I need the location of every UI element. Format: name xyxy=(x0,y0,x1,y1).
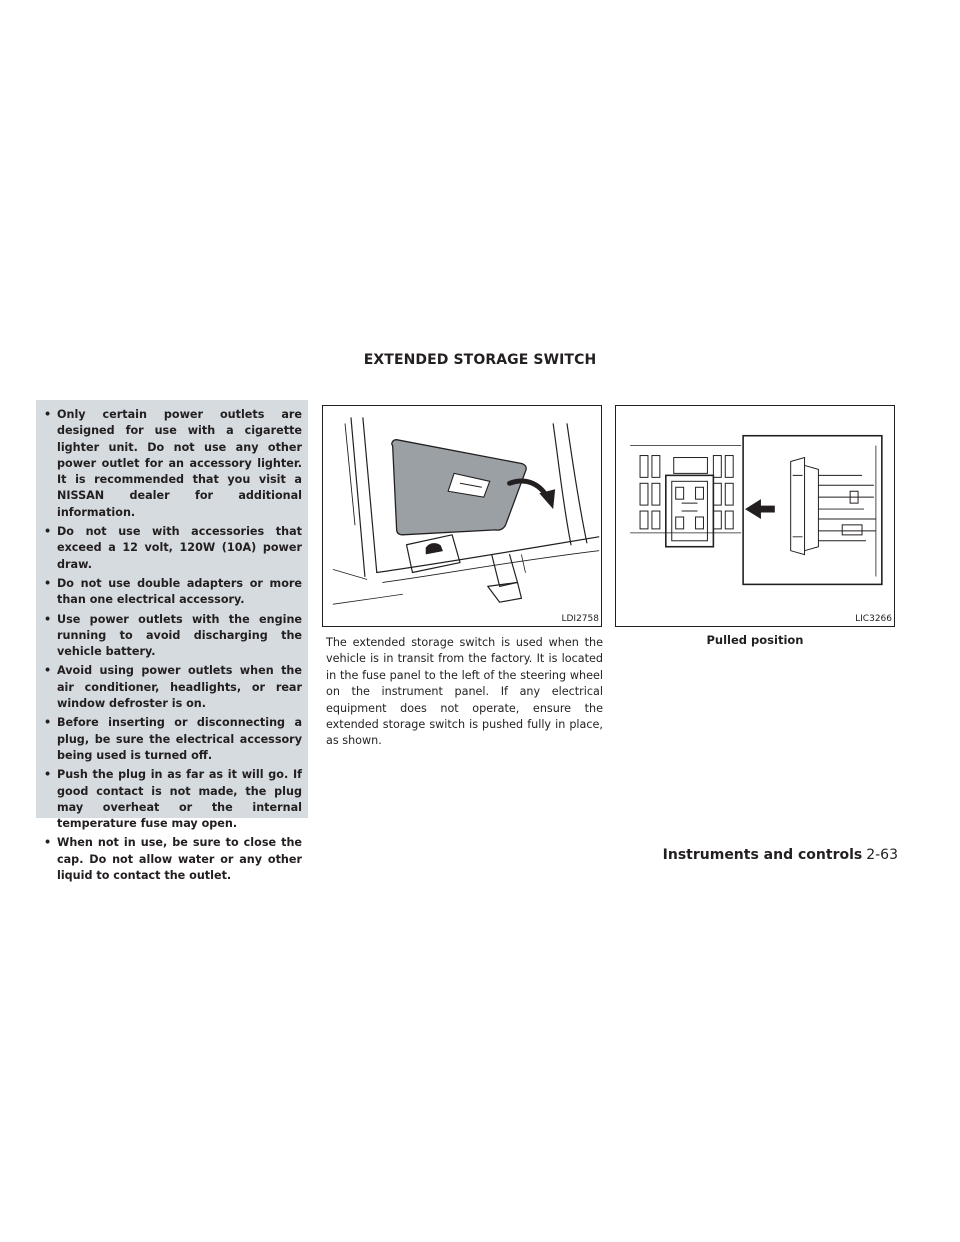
figure-caption: Pulled position xyxy=(706,633,804,647)
bullet-icon: • xyxy=(44,716,52,730)
caution-item: • When not in use, be sure to close the cap. Do not allow water or any other liquid to contact the outlet. xyxy=(44,836,302,883)
caution-item: • Do not use with accessories that exceed a 12 volt, 120W (10A) power draw. xyxy=(44,525,302,571)
page-footer xyxy=(663,847,898,863)
bullet-icon: • xyxy=(44,768,52,782)
caution-item: • Push the plug in as far as it will go. If good contact is not made, the plug may overheat or the internal temperature fuse may open. xyxy=(44,768,302,831)
figure-code: LIC3266 xyxy=(855,614,892,624)
caution-item: • Avoid using power outlets when the air conditioner, headlights, or rear window defroster is on. xyxy=(44,664,302,711)
bullet-icon: • xyxy=(44,525,52,539)
bullet-icon: • xyxy=(44,408,52,421)
section-title: EXTENDED STORAGE SWITCH xyxy=(363,352,597,368)
chapter-title: Instruments and controls xyxy=(662,847,863,863)
storage-switch-illustration xyxy=(616,406,894,626)
caution-item: • Use power outlets with the engine running to avoid discharging the vehicle battery. xyxy=(44,612,302,659)
bullet-icon: • xyxy=(44,664,52,678)
fuse-panel-illustration xyxy=(323,406,601,626)
bullet-icon: • xyxy=(44,836,52,850)
bullet-icon: • xyxy=(44,576,52,590)
caution-box xyxy=(36,400,308,883)
caution-list xyxy=(44,407,302,884)
page-number: 2-63 xyxy=(866,847,898,863)
figure-fuse-panel-location xyxy=(322,405,602,627)
caution-item: • Before inserting or disconnecting a plug, be sure the electrical accessory being used is turned off. xyxy=(44,716,302,762)
caution-item: • Do not use double adapters or more than one electrical accessory. xyxy=(44,576,302,607)
figure-code: LDI2758 xyxy=(561,614,599,624)
bullet-icon: • xyxy=(44,612,52,626)
body-paragraph: The extended storage switch is used when the vehicle is in transit from the factory. It is located in the fuse panel to the left of the steering wheel on the instrument panel. If any electrical equipment does not operate, ensure the extended storage switch is pushed fully in place, as shown. xyxy=(326,636,603,748)
figure-switch-pulled xyxy=(615,405,895,627)
caution-item: • Only certain power outlets are designed for use with a cigarette lighter unit. Do not use any other power outlet for an accessory lighter. It is recommended that you visit a NISSAN dealer for additional information. xyxy=(44,408,302,519)
